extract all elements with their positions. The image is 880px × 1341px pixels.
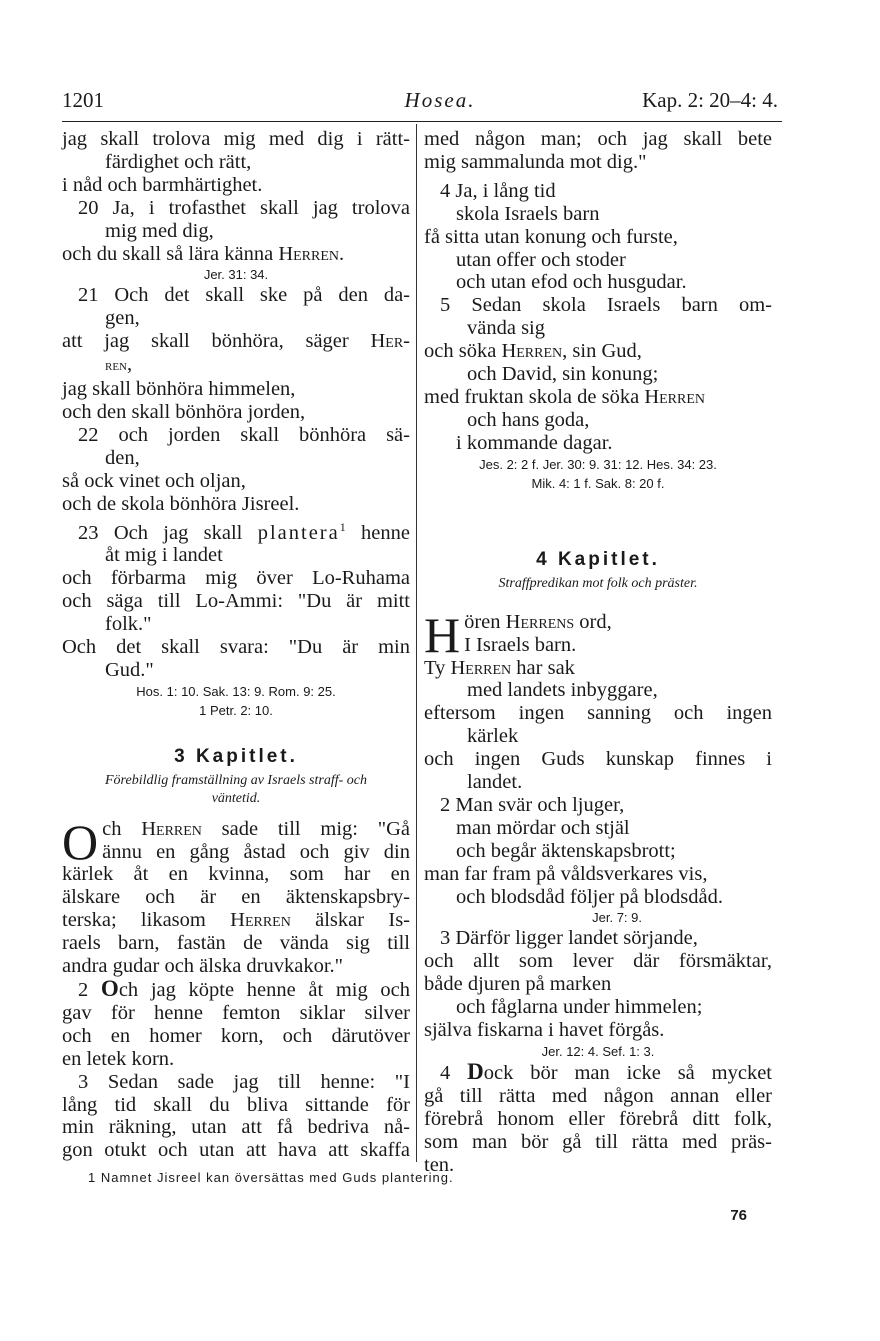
text-line: gå till rätta med någon annan eller: [424, 1084, 772, 1107]
text-line: en letek korn.: [62, 1047, 175, 1070]
text-line: ännu en gång åstad och giv din: [102, 840, 410, 863]
chapter-reference: Kap. 2: 20–4: 4.: [642, 88, 778, 112]
footnote: 1 Namnet Jisreel kan översättas med Guds plantering.: [88, 1170, 454, 1185]
text-line: och blodsdåd följer på blodsdåd.: [456, 885, 724, 908]
verse-20: 20 Ja, i trofasthet skall jag trolova: [78, 196, 410, 219]
text-line: och du skall så lära känna Herren.: [62, 242, 345, 265]
verse-5: 5 Sedan skola Israels barn om-: [440, 294, 772, 317]
page-number: 1201: [62, 88, 104, 112]
text-line: lång tid skall du bliva sittande för: [62, 1093, 410, 1116]
footnote-marker: 1: [339, 519, 346, 534]
text-line: eftersom ingen sanning och ingen: [424, 702, 772, 725]
text-line: jag skall trolova mig med dig i rätt-: [62, 128, 410, 150]
chapter-3-heading: 3 Kapitlet.: [174, 745, 298, 767]
text-line: och utan efod och husgudar.: [456, 271, 687, 294]
text-line: med fruktan skola de söka Herren: [424, 385, 706, 408]
text-line: man mördar och stjäl: [456, 816, 630, 839]
text-line: och förbarma mig över Lo-Ruhama: [62, 567, 410, 590]
verse-3: 3 Därför ligger landet sörjande,: [440, 927, 698, 950]
text-line: åt mig i landet: [105, 544, 223, 567]
text-line: I Israels barn.: [464, 633, 577, 656]
verse-21: 21 Och det skall ske på den da-: [78, 284, 410, 307]
text-line: att jag skall bönhöra, säger Her-: [62, 330, 410, 353]
chapter-4-opening: [424, 606, 772, 663]
text-line: få sitta utan konung och furste,: [424, 225, 678, 248]
text-line: så ock vinet och oljan,: [62, 469, 246, 492]
text-line: raels barn, fastän de vända sig till: [62, 932, 410, 955]
text-line: och David, sin konung;: [467, 363, 659, 386]
text-line: andra gudar och älska druvkakor.": [62, 955, 344, 978]
text-line: gav för henne femton siklar silver: [62, 1001, 410, 1024]
cross-reference: Hos. 1: 10. Sak. 13: 9. Rom. 9: 25.: [136, 683, 336, 699]
text-line: med någon man; och jag skall bete: [424, 128, 772, 150]
text-line: vända sig: [467, 317, 545, 340]
text-line: färdighet och rätt,: [105, 150, 252, 173]
text-line: i kommande dagar.: [456, 431, 613, 454]
text-line: jag skall bönhöra himmelen,: [62, 378, 296, 401]
page-footer-number: 76: [730, 1207, 747, 1224]
lord-name: Herren: [278, 242, 340, 265]
text-line: i nåd och barmhärtighet.: [62, 173, 263, 196]
drop-cap: O: [62, 813, 99, 870]
drop-cap: H: [424, 606, 461, 663]
column-divider: [416, 124, 417, 1162]
text-line: ten.: [424, 1153, 455, 1176]
header-rule: [62, 121, 782, 122]
verse-22: 22 och jorden skall bönhöra sä-: [78, 423, 410, 446]
cross-reference: Jer. 31: 34.: [203, 267, 269, 283]
text-line: ch Herren sade till mig: "Gå: [102, 817, 410, 840]
text-line: kärlek åt en kvinna, som har en: [62, 863, 410, 886]
text-line: och söka Herren, sin Gud,: [424, 340, 642, 363]
text-line: både djuren på marken: [424, 973, 612, 996]
cross-reference: Jer. 12: 4. Sef. 1: 3.: [541, 1044, 655, 1059]
text-line: utan offer och stoder: [456, 248, 626, 271]
text-line: och en homer korn, och därutöver: [62, 1024, 410, 1047]
verse-4: 4 Ja, i lång tid: [440, 179, 556, 202]
text-line: folk.": [105, 612, 152, 635]
cross-reference: 1 Petr. 2: 10.: [199, 702, 273, 718]
text-line: min räkning, utan att få bedriva nå-: [62, 1116, 410, 1139]
text-line: och hans goda,: [467, 408, 590, 431]
left-column: [62, 128, 410, 1162]
text-line: och ingen Guds kunskap finnes i: [424, 748, 772, 771]
text-line: man far fram på våldsverkares vis,: [424, 862, 708, 885]
book-title: Hosea.: [404, 88, 476, 112]
verse-2: 2 Och jag köpte henne åt mig och: [78, 976, 411, 1002]
chapter-3-summary: Förebildlig framställning av Israels straff- och väntetid.: [105, 772, 367, 806]
text-line: gon otukt och utan att hava att skaffa: [62, 1139, 410, 1162]
verse-3: 3 Sedan sade jag till henne: "I: [78, 1070, 410, 1093]
text-line: och de skola bönhöra Jisreel.: [62, 492, 300, 515]
text-line: som man bör gå till rätta med präs-: [424, 1130, 772, 1153]
verse-2: 2 Man svär och ljuger,: [440, 793, 625, 816]
verse-23: 23 Och jag skall plantera$^1$ henne: [78, 519, 410, 544]
text-line: den,: [105, 446, 140, 469]
text-line: skola Israels barn: [456, 202, 600, 225]
cross-reference: Jer. 7: 9.: [592, 910, 642, 926]
text-line: älskare och är en äktenskapsbry-: [62, 886, 410, 909]
cross-reference: Mik. 4: 1 f. Sak. 8: 20 f.: [531, 475, 665, 491]
text-line: Gud.": [105, 658, 154, 681]
chapter-4-heading: 4 Kapitlet.: [536, 548, 660, 570]
text-line: mig sammalunda mot dig.": [424, 150, 647, 173]
text-line: Ty Herren har sak: [424, 656, 575, 679]
text-line: kärlek: [467, 725, 519, 748]
text-line: ören Herrens ord,: [464, 610, 612, 633]
chapter-4-summary: Straffpredikan mot folk och präster.: [498, 575, 698, 591]
text-line: och den skall bönhöra jorden,: [62, 400, 306, 423]
text-line: mig med dig,: [105, 219, 214, 242]
text-line: terska; likasom Herren älskar Is-: [62, 909, 410, 932]
text-line: själva fiskarna i havet förgås.: [424, 1019, 665, 1042]
text-line: landet.: [467, 771, 523, 794]
chapter-3-opening: [62, 813, 410, 870]
text-line: ren,: [105, 353, 133, 376]
right-column: [424, 128, 772, 1177]
text-line: gen,: [105, 307, 140, 330]
text-line: och begår äktenskapsbrott;: [456, 839, 676, 862]
verse-4: 4 Dock bör man icke så mycket: [440, 1059, 772, 1084]
cross-reference: Jes. 2: 2 f. Jer. 30: 9. 31: 12. Hes. 34: 23.: [479, 456, 717, 472]
text-line: med landets inbyggare,: [467, 679, 658, 702]
text-line: och allt som lever där försmäktar,: [424, 950, 772, 973]
text-line: och fåglarna under himmelen;: [456, 996, 703, 1019]
text-line: förebrå honom eller förebrå ditt folk,: [424, 1107, 772, 1130]
text-line: och säga till Lo-Ammi: "Du är mitt: [62, 590, 410, 613]
text-line: Och det skall svara: "Du är min: [62, 635, 410, 658]
